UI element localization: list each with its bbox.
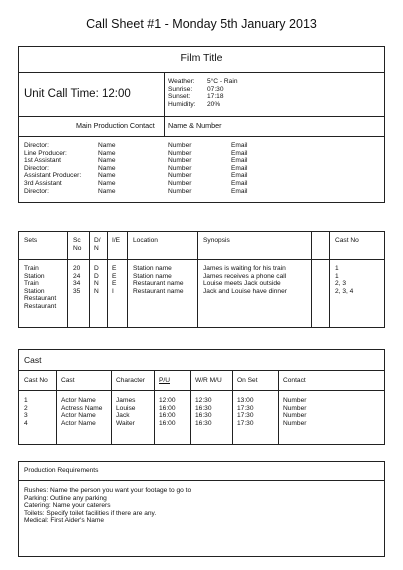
scene-numbers: 20 24 34 35 [73, 265, 81, 295]
on-set-header: On Set [237, 377, 258, 384]
contact-numbers: Number Number Number Number Number Number Number [168, 142, 192, 195]
pickup-header: P/U [159, 377, 170, 384]
contact-header: Contact [283, 377, 306, 384]
film-title: Film Title [180, 52, 223, 64]
scene-cast-no-header: Cast No [335, 237, 359, 244]
synopsis-header: Synopsis [203, 237, 230, 244]
name-number-label: Name & Number [168, 121, 222, 130]
sc-no-header: Sc No [73, 237, 82, 252]
cast-numbers: 1 2 3 4 [24, 397, 28, 427]
page-title: Call Sheet #1 - Monday 5th January 2013 [86, 17, 317, 31]
cast-title: Cast [24, 355, 42, 365]
cast-on-set-times: 13:00 17:30 17:30 17:30 [237, 397, 254, 427]
location-header: Location [133, 237, 158, 244]
contact-names: Name Name Name Name Name Name Name [98, 142, 116, 195]
weather-labels: Weather: Sunrise: Sunset: Humidity: [168, 78, 196, 108]
cast-header: Cast [61, 377, 75, 384]
cast-wardrobe-times: 12:30 16:30 16:30 16:30 [195, 397, 212, 427]
scene-day-night: D D N N [94, 265, 99, 295]
scene-int-ext: E E E I [112, 265, 117, 295]
cast-actors: Actor Name Actress Name Actor Name Actor Name [61, 397, 103, 427]
main-production-contact-label: Main Production Contact [76, 121, 155, 130]
sets-header: Sets [24, 237, 38, 244]
requirements-list: Rushes: Name the person you want your footage to go to Parking: Outline any parking Catering: Name your caterers Toilets: Specify toilet facilities if there are any. Medical: First Aider's Name [24, 487, 192, 525]
scene-sets: Train Station Train Station Restaurant Restaurant [24, 265, 57, 310]
requirements-title: Production Requirements [24, 467, 99, 474]
wardrobe-makeup-header: W/R M/U [195, 377, 222, 384]
unit-call-time: Unit Call Time: 12:00 [24, 88, 131, 100]
dn-header: D/ N [94, 237, 101, 252]
scene-synopsis: James is waiting for his train James receives a phone call Louise meets Jack outside Jack and Louise have dinner [203, 265, 287, 295]
weather-values: 5°C - Rain 07:30 17:18 20% [207, 78, 238, 108]
scene-cast-numbers: 1 1 2, 3 2, 3, 4 [335, 265, 354, 295]
ie-header: I/E [112, 237, 121, 244]
cast-contacts: Number Number Number Number [283, 397, 307, 427]
cast-no-header: Cast No [24, 377, 48, 384]
scene-locations: Station name Station name Restaurant name Restaurant name [133, 265, 184, 295]
contact-roles: Director: Line Producer: 1st Assistant Director: Assistant Producer: 3rd Assistant Director: [24, 142, 82, 195]
contact-emails: Email Email Email Email Email Email Email [231, 142, 248, 195]
cast-characters: James Louise Jack Waiter [116, 397, 136, 427]
cast-pickup-times: 12:00 16:00 16:00 16:00 [159, 397, 176, 427]
character-header: Character [116, 377, 145, 384]
